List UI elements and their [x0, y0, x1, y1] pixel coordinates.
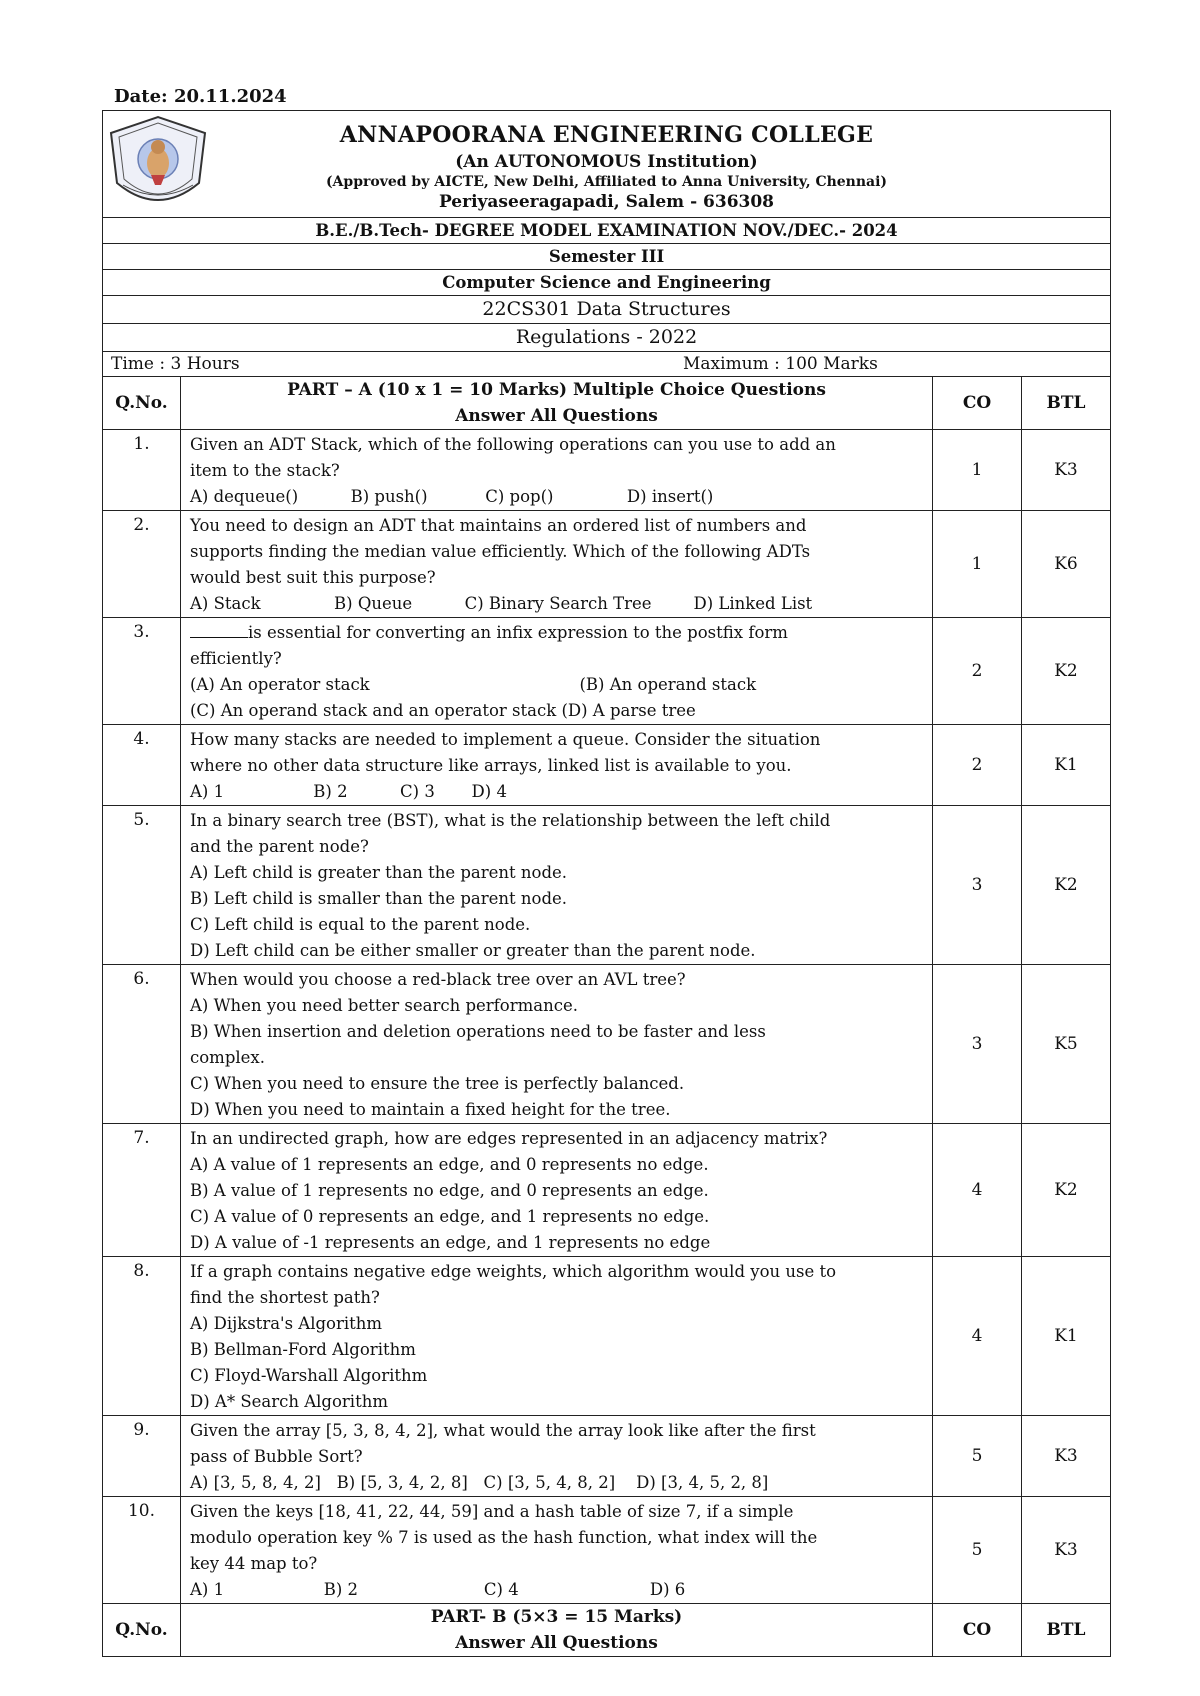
- question-line: D) A* Search Algorithm: [190, 1392, 388, 1411]
- question-stem-line: Given the keys [18, 41, 22, 44, 59] and a hash table of size 7, if a simple: [190, 1502, 794, 1521]
- fill-in-blank: [190, 623, 248, 638]
- question-line: C) A value of 0 represents an edge, and 1 represents no edge.: [190, 1207, 710, 1226]
- question-text: [181, 1124, 933, 1257]
- question-row: [103, 1416, 1111, 1497]
- question-stem-text: is essential for converting an infix expression to the postfix form: [248, 623, 788, 642]
- question-row: [103, 511, 1111, 618]
- question-line: A) A value of 1 represents an edge, and 0 represents no edge.: [190, 1155, 709, 1174]
- blooms-level: K3: [1022, 1497, 1111, 1604]
- course-outcome: 5: [933, 1497, 1022, 1604]
- question-stem-line: You need to design an ADT that maintains an ordered list of numbers and: [190, 516, 807, 535]
- co-header: CO: [933, 377, 1022, 430]
- course-outcome: 1: [933, 430, 1022, 511]
- question-line: D) Left child can be either smaller or greater than the parent node.: [190, 941, 756, 960]
- question-row: [103, 1124, 1111, 1257]
- question-number: 4.: [103, 725, 181, 806]
- question-line: A) dequeue() B) push() C) pop() D) insert(): [190, 487, 714, 506]
- question-line: C) Floyd-Warshall Algorithm: [190, 1366, 428, 1385]
- question-line: C) When you need to ensure the tree is perfectly balanced.: [190, 1074, 685, 1093]
- question-line: A) Left child is greater than the parent node.: [190, 863, 568, 882]
- blooms-level: K1: [1022, 725, 1111, 806]
- question-text: [181, 511, 933, 618]
- question-row: [103, 725, 1111, 806]
- time-marks-row: [103, 352, 1111, 377]
- question-number: 6.: [103, 965, 181, 1124]
- question-line: B) Left child is smaller than the parent node.: [190, 889, 568, 908]
- course-outcome: 2: [933, 725, 1022, 806]
- blooms-level: K2: [1022, 618, 1111, 725]
- question-number: 8.: [103, 1257, 181, 1416]
- blooms-level: K2: [1022, 1124, 1111, 1257]
- course-title: 22CS301 Data Structures: [103, 296, 1111, 324]
- question-text: [181, 618, 933, 725]
- question-line: B) When insertion and deletion operations need to be faster and less: [190, 1022, 766, 1041]
- question-stem-line: Given the array [5, 3, 8, 4, 2], what would the array look like after the first: [190, 1421, 816, 1440]
- part-a-subtitle: Answer All Questions: [455, 406, 658, 426]
- question-row: [103, 1257, 1111, 1416]
- question-line: and the parent node?: [190, 837, 369, 856]
- course-outcome: 4: [933, 1124, 1022, 1257]
- part-a-heading: [181, 377, 933, 430]
- question-line: supports finding the median value efficiently. Which of the following ADTs: [190, 542, 811, 561]
- question-text: [181, 965, 933, 1124]
- question-line: A) [3, 5, 8, 4, 2] B) [5, 3, 4, 2, 8] C) [3, 5, 4, 8, 2] D) [3, 4, 5, 2, 8]: [190, 1473, 769, 1492]
- blooms-level: K1: [1022, 1257, 1111, 1416]
- blooms-level: K3: [1022, 430, 1111, 511]
- course-outcome: 2: [933, 618, 1022, 725]
- question-line: A) 1 B) 2 C) 3 D) 4: [190, 782, 507, 801]
- question-text: [181, 806, 933, 965]
- question-number: 5.: [103, 806, 181, 965]
- department: Computer Science and Engineering: [103, 270, 1111, 296]
- question-number: 1.: [103, 430, 181, 511]
- question-line: key 44 map to?: [190, 1554, 318, 1573]
- question-line: complex.: [190, 1048, 265, 1067]
- question-number: 7.: [103, 1124, 181, 1257]
- question-paper: [102, 110, 1110, 1657]
- question-line: (C) An operand stack and an operator stack (D) A parse tree: [190, 701, 696, 720]
- exam-title: B.E./B.Tech- DEGREE MODEL EXAMINATION NOV./DEC.- 2024: [103, 218, 1111, 244]
- question-stem-line: [190, 620, 924, 646]
- question-row: [103, 1497, 1111, 1604]
- blooms-level: K3: [1022, 1416, 1111, 1497]
- part-b-title: PART- B (5×3 = 15 Marks): [430, 1607, 683, 1627]
- question-stem-line: In an undirected graph, how are edges represented in an adjacency matrix?: [190, 1129, 828, 1148]
- question-line: B) Bellman-Ford Algorithm: [190, 1340, 416, 1359]
- part-b-subtitle: Answer All Questions: [455, 1633, 658, 1653]
- part-b-co-header: CO: [933, 1604, 1022, 1657]
- blooms-level: K6: [1022, 511, 1111, 618]
- qno-header: Q.No.: [103, 377, 181, 430]
- question-line: A) When you need better search performance.: [190, 996, 578, 1015]
- question-line: where no other data structure like arrays, linked list is available to you.: [190, 756, 792, 775]
- question-text: [181, 430, 933, 511]
- course-outcome: 4: [933, 1257, 1022, 1416]
- question-line: D) When you need to maintain a fixed height for the tree.: [190, 1100, 671, 1119]
- header-table: [102, 110, 1111, 377]
- question-stem-line: If a graph contains negative edge weights, which algorithm would you use to: [190, 1262, 837, 1281]
- question-row: [103, 430, 1111, 511]
- question-line: efficiently?: [190, 649, 282, 668]
- question-row: [103, 965, 1111, 1124]
- maximum-marks: Maximum : 100 Marks: [683, 354, 878, 374]
- question-number: 9.: [103, 1416, 181, 1497]
- question-line: find the shortest path?: [190, 1288, 380, 1307]
- regulations: Regulations - 2022: [103, 324, 1111, 352]
- question-text: [181, 1497, 933, 1604]
- question-stem-line: In a binary search tree (BST), what is the relationship between the left child: [190, 811, 831, 830]
- question-stem-line: When would you choose a red-black tree over an AVL tree?: [190, 970, 686, 989]
- question-text: [181, 1257, 933, 1416]
- question-line: (A) An operator stack (B) An operand stack: [190, 675, 757, 694]
- question-line: A) 1 B) 2 C) 4 D) 6: [190, 1580, 686, 1599]
- part-b-qno-header: Q.No.: [103, 1604, 181, 1657]
- question-line: A) Stack B) Queue C) Binary Search Tree D) Linked List: [190, 594, 813, 613]
- course-outcome: 3: [933, 965, 1022, 1124]
- course-outcome: 3: [933, 806, 1022, 965]
- question-stem-line: How many stacks are needed to implement a queue. Consider the situation: [190, 730, 821, 749]
- approval-line: (Approved by AICTE, New Delhi, Affiliated to Anna University, Chennai): [325, 174, 888, 190]
- college-logo-icon: [99, 113, 217, 217]
- part-b-heading: [181, 1604, 933, 1657]
- exam-date: Date: 20.11.2024: [114, 86, 287, 107]
- btl-header: BTL: [1022, 377, 1111, 430]
- question-number: 10.: [103, 1497, 181, 1604]
- question-line: A) Dijkstra's Algorithm: [190, 1314, 383, 1333]
- question-text: [181, 725, 933, 806]
- question-line: C) Left child is equal to the parent node.: [190, 915, 531, 934]
- question-line: item to the stack?: [190, 461, 340, 480]
- course-outcome: 5: [933, 1416, 1022, 1497]
- institution-status: (An AUTONOMOUS Institution): [455, 152, 758, 172]
- college-address: Periyaseeragapadi, Salem - 636308: [438, 192, 775, 212]
- course-outcome: 1: [933, 511, 1022, 618]
- question-text: [181, 1416, 933, 1497]
- question-line: D) A value of -1 represents an edge, and 1 represents no edge: [190, 1233, 711, 1252]
- question-number: 2.: [103, 511, 181, 618]
- part-b-btl-header: BTL: [1022, 1604, 1111, 1657]
- blooms-level: K5: [1022, 965, 1111, 1124]
- question-list: [103, 430, 1111, 1604]
- semester: Semester III: [103, 244, 1111, 270]
- college-header: [103, 111, 1111, 218]
- exam-duration: Time : 3 Hours: [111, 354, 240, 374]
- blooms-level: K2: [1022, 806, 1111, 965]
- question-number: 3.: [103, 618, 181, 725]
- question-line: would best suit this purpose?: [190, 568, 436, 587]
- question-stem-line: Given an ADT Stack, which of the following operations can you use to add an: [190, 435, 836, 454]
- question-row: [103, 618, 1111, 725]
- question-line: B) A value of 1 represents no edge, and 0 represents an edge.: [190, 1181, 709, 1200]
- college-name: ANNAPOORANA ENGINEERING COLLEGE: [339, 122, 874, 148]
- part-a-title: PART – A (10 x 1 = 10 Marks) Multiple Choice Questions: [287, 380, 826, 400]
- question-line: modulo operation key % 7 is used as the hash function, what index will the: [190, 1528, 818, 1547]
- question-row: [103, 806, 1111, 965]
- question-line: pass of Bubble Sort?: [190, 1447, 363, 1466]
- part-a-table: [102, 376, 1111, 1657]
